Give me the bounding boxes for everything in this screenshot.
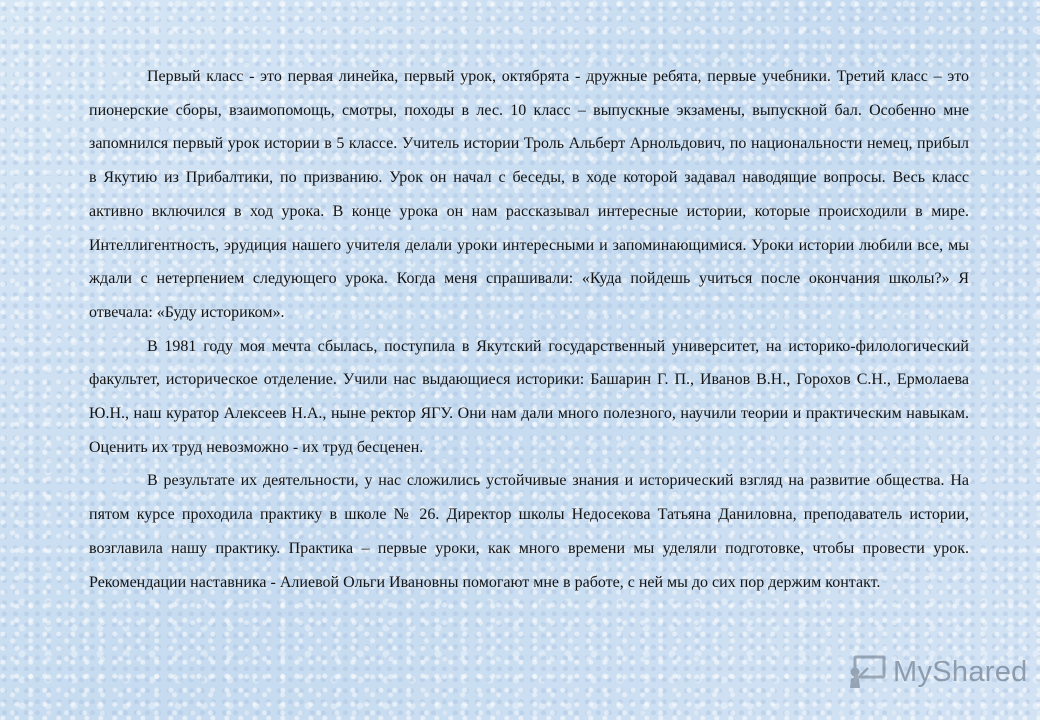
presenter-board-icon — [848, 654, 888, 690]
paragraph-practice: В результате их деятельности, у нас сложились устойчивые знания и исторический взгляд на развитие общества. На пятом курсе проходила практику в школе № 26. Директор школы Недосекова Татьяна Даниловна, преподаватель истории, возглавила нашу практику. Практика – первые уроки, как много времени мы уделяли подготовке, чтобы провести урок. Рекомендации наставника - Алиевой Ольги Ивановны помогают мне в работе, с ней мы до сих пор держим контакт. — [89, 472, 969, 591]
paragraph-school-years: Первый класс - это первая линейка, первый урок, октябрята - дружные ребята, первые учебники. Третий класс – это пионерские сборы, взаимопомощь, смотры, походы в лес. 10 класс – выпускные экзамены, выпускной бал. Особенно мне запомнился первый урок истории в 5 классе. Учитель истории Троль Альберт Арнольдович, по национальности немец, прибыл в Якутию из Прибалтики, по призванию. Урок он начал с беседы, в ходе которой задавал наводящие вопросы. Весь класс активно включился в ход урока. В конце урока он нам рассказывал интересные истории, которые происходили в мире. Интеллигентность, эрудиция нашего учителя делали уроки интересными и запоминающимися. Уроки истории любили все, мы ждали с нетерпением следующего урока. Когда меня спрашивали: «Куда пойдешь учиться после окончания школы?» Я отвечала: «Буду историком». — [89, 68, 969, 321]
myshared-watermark — [848, 654, 1028, 690]
document-body — [89, 60, 969, 599]
watermark-text: MyShared — [893, 656, 1028, 688]
paragraph-university: В 1981 году моя мечта сбылась, поступила в Якутский государственный университет, на историко-филологический факультет, историческое отделение. Учили нас выдающиеся историки: Башарин Г. П., Иванов В.Н., Горохов С.Н., Ермолаева Ю.Н., наш куратор Алексеев Н.А., ныне ректор ЯГУ. Они нам дали много полезного, научили теории и практическим навыкам. Оценить их труд невозможно - их труд бесценен. — [89, 337, 969, 456]
